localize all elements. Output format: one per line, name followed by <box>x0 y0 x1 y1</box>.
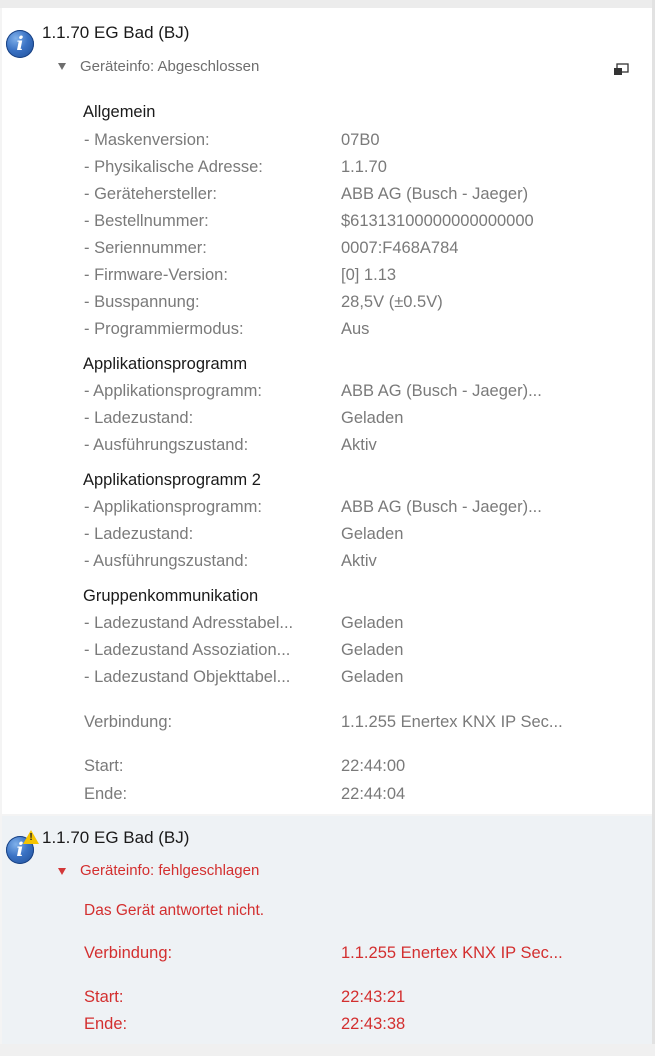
start-label: Start: <box>84 988 124 1006</box>
device-entry-failed[interactable] <box>2 816 653 1044</box>
end-label: Ende: <box>84 1015 128 1033</box>
row-value: [0] 1.13 <box>341 266 397 284</box>
section-heading: Gruppenkommunikation <box>83 587 259 605</box>
start-time: 22:43:21 <box>341 988 406 1006</box>
connection-label: Verbindung: <box>84 944 173 962</box>
row-value: ABB AG (Busch - Jaeger) <box>341 185 529 203</box>
row-value: Geladen <box>341 668 404 686</box>
row-label: - Ladezustand: <box>84 409 194 427</box>
row-label: - Physikalische Adresse: <box>84 158 263 176</box>
row-label: - Bestellnummer: <box>84 212 209 230</box>
info-icon: i <box>6 30 34 58</box>
row-label: - Ladezustand Objekttabel... <box>84 668 291 686</box>
device-title: 1.1.70 EG Bad (BJ) <box>42 23 190 42</box>
expand-triangle-icon[interactable] <box>58 868 66 875</box>
device-info-status[interactable]: Geräteinfo: Abgeschlossen <box>80 58 260 75</box>
row-value: 0007:F468A784 <box>341 239 459 257</box>
row-value: Geladen <box>341 525 404 543</box>
row-label: - Ausführungszustand: <box>84 552 249 570</box>
start-label: Start: <box>84 757 124 775</box>
row-label: - Applikationsprogramm: <box>84 382 262 400</box>
row-label: - Busspannung: <box>84 293 200 311</box>
row-label: - Ausführungszustand: <box>84 436 249 454</box>
row-label: - Programmiermodus: <box>84 320 244 338</box>
connection-value: 1.1.255 Enertex KNX IP Sec... <box>341 944 563 962</box>
device-info-status[interactable]: Geräteinfo: fehlgeschlagen <box>80 862 260 879</box>
row-value: Geladen <box>341 409 404 427</box>
row-label: - Applikationsprogramm: <box>84 498 262 516</box>
row-value: ABB AG (Busch - Jaeger)... <box>341 498 542 516</box>
row-label: - Gerätehersteller: <box>84 185 217 203</box>
row-value: Aktiv <box>341 436 377 454</box>
end-time: 22:43:38 <box>341 1015 406 1033</box>
section-heading: Allgemein <box>83 103 156 121</box>
info-icon: i <box>6 836 34 864</box>
device-info-panel: i 1.1.70 EG Bad (BJ) Geräteinfo: Abgeschlossen Allgemein - Maskenversion: 07B0 - Physikalische Adresse: 1.1.70 - Gerätehersteller: ABB AG (Busch - Jaeger) - Bestellnummer: $61313100000000000000 - Seriennummer: 0007:F468A784 - Firmware-Version: [0] 1.13 - Busspannung: 28,5V (±0.5V) - Programmiermodus: Aus Applikationsprogramm - Applikationsprogramm: ABB AG (Busch - Jaeger)... - Ladezustand: Geladen - Ausführungszustand: Aktiv Applikationsprogramm 2 - Applikationsprogramm: ABB AG (Busch - Jaeger)... - Ladezustand: Geladen - Ausführungszustand: Aktiv Gruppenkommunikation - Ladezustand Adresstabel... Geladen - Ladezustand Assoziation... Geladen - Ladezustand Objekttabel... Geladen Verbindung: 1.1.255 Enertex KNX IP Sec... Start: 22:44:00 Ende: 22:44:04 i ! 1.1.70 EG Bad (BJ) Geräteinfo: fehlgeschlagen Das Gerät antwortet nicht. Verbindung: 1.1.255 Enertex KNX IP Sec... Start: 22:43:21 Ende: 22:43:38 <box>0 0 655 1056</box>
row-value: ABB AG (Busch - Jaeger)... <box>341 382 542 400</box>
start-time: 22:44:00 <box>341 757 406 775</box>
end-time: 22:44:04 <box>341 785 406 803</box>
row-value: Geladen <box>341 614 404 632</box>
row-value: 07B0 <box>341 131 380 149</box>
connection-label: Verbindung: <box>84 713 173 731</box>
row-value: 1.1.70 <box>341 158 387 176</box>
row-value: 28,5V (±0.5V) <box>341 293 443 311</box>
row-label: - Seriennummer: <box>84 239 207 257</box>
section-heading: Applikationsprogramm 2 <box>83 471 261 489</box>
row-label: - Ladezustand Assoziation... <box>84 641 291 659</box>
row-value: Aus <box>341 320 370 338</box>
copy-icon[interactable] <box>613 63 629 77</box>
expand-triangle-icon[interactable] <box>58 63 66 70</box>
section-heading: Applikationsprogramm <box>83 355 248 373</box>
row-label: - Firmware-Version: <box>84 266 228 284</box>
error-message: Das Gerät antwortet nicht. <box>84 902 265 919</box>
row-value: Geladen <box>341 641 404 659</box>
device-title: 1.1.70 EG Bad (BJ) <box>42 828 190 847</box>
row-label: - Ladezustand: <box>84 525 194 543</box>
connection-value: 1.1.255 Enertex KNX IP Sec... <box>341 713 563 731</box>
row-value: Aktiv <box>341 552 377 570</box>
row-label: - Ladezustand Adresstabel... <box>84 614 294 632</box>
end-label: Ende: <box>84 785 128 803</box>
row-label: - Maskenversion: <box>84 131 210 149</box>
row-value: $61313100000000000000 <box>341 212 534 230</box>
